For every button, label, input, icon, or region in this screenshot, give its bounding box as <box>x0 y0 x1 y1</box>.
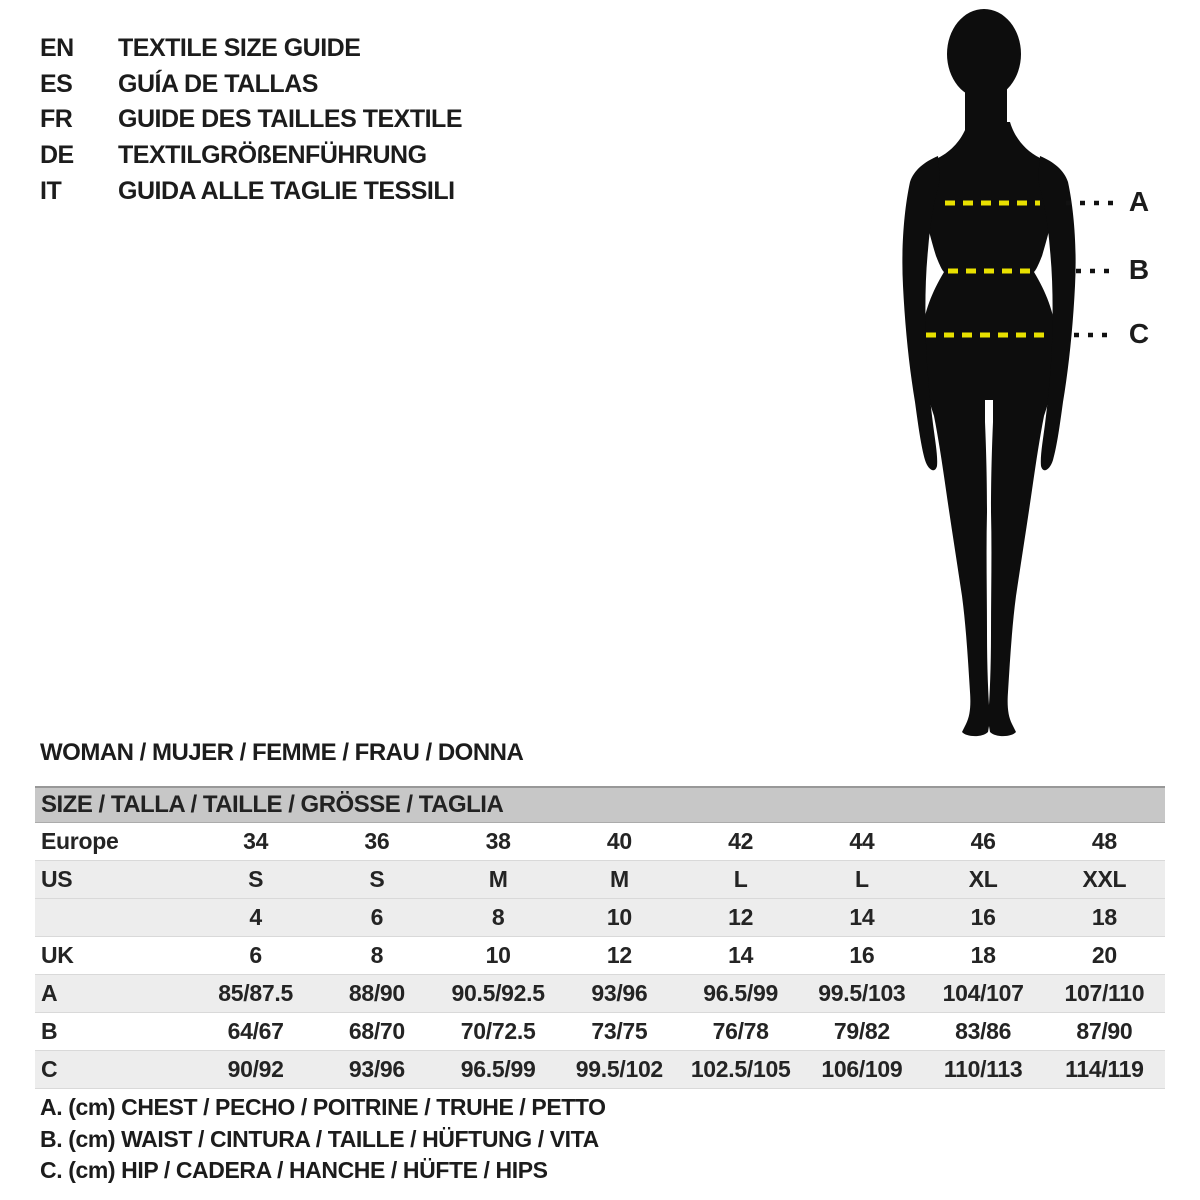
language-guide-title: GUÍA DE TALLAS <box>118 69 318 98</box>
size-cell: 48 <box>1044 823 1165 861</box>
size-cell: 85/87.5 <box>195 975 316 1013</box>
size-cell: 87/90 <box>1044 1013 1165 1051</box>
table-row <box>35 899 1165 937</box>
size-cell: M <box>559 861 680 899</box>
size-cell: 6 <box>195 937 316 975</box>
size-cell: 106/109 <box>801 1051 922 1089</box>
row-label: C <box>35 1051 195 1089</box>
size-cell: 8 <box>438 899 559 937</box>
list-item <box>40 31 462 67</box>
size-cell: 18 <box>923 937 1044 975</box>
language-code: FR <box>40 105 73 134</box>
language-guide-title: TEXTILE SIZE GUIDE <box>118 34 361 63</box>
size-cell: 14 <box>680 937 801 975</box>
size-cell: S <box>195 861 316 899</box>
legend-line-waist: B. (cm) WAIST / CINTURA / TAILLE / HÜFTUNG / VITA <box>40 1125 599 1152</box>
size-cell: 12 <box>559 937 680 975</box>
size-cell: 96.5/99 <box>438 1051 559 1089</box>
silhouette-neck <box>965 68 1007 130</box>
size-cell: L <box>801 861 922 899</box>
legend-line-hip: C. (cm) HIP / CADERA / HANCHE / HÜFTE / HIPS <box>40 1157 548 1184</box>
woman-silhouette-svg <box>880 4 1140 740</box>
list-item <box>40 67 462 103</box>
size-cell: 10 <box>559 899 680 937</box>
legend-line-chest: A. (cm) CHEST / PECHO / POITRINE / TRUHE / PETTO <box>40 1094 606 1121</box>
measure-label-c: C <box>1128 318 1150 349</box>
language-guide-title: GUIDA ALLE TAGLIE TESSILI <box>118 176 455 205</box>
size-cell: 40 <box>559 823 680 861</box>
size-cell: 10 <box>438 937 559 975</box>
language-guide-list <box>40 31 462 209</box>
row-label: Europe <box>35 823 195 861</box>
size-cell: 42 <box>680 823 801 861</box>
size-cell: S <box>316 861 437 899</box>
measure-label-a: A <box>1128 186 1150 217</box>
table-header-row <box>35 787 1165 823</box>
size-cell: 12 <box>680 899 801 937</box>
size-cell: 16 <box>923 899 1044 937</box>
size-cell: 93/96 <box>559 975 680 1013</box>
table-row <box>35 1051 1165 1089</box>
size-cell: 64/67 <box>195 1013 316 1051</box>
language-guide-title: TEXTILGRÖßENFÜHRUNG <box>118 141 427 170</box>
size-cell: 46 <box>923 823 1044 861</box>
size-cell: 93/96 <box>316 1051 437 1089</box>
table-row <box>35 975 1165 1013</box>
measurement-figure <box>880 4 1140 740</box>
size-cell: 76/78 <box>680 1013 801 1051</box>
language-code: EN <box>40 34 74 63</box>
size-cell: L <box>680 861 801 899</box>
list-item <box>40 138 462 174</box>
row-label: US <box>35 861 195 899</box>
section-title: WOMAN / MUJER / FEMME / FRAU / DONNA <box>40 739 524 766</box>
size-cell: 83/86 <box>923 1013 1044 1051</box>
language-code: DE <box>40 141 74 170</box>
size-cell: 99.5/103 <box>801 975 922 1013</box>
size-cell: 79/82 <box>801 1013 922 1051</box>
silhouette-body <box>918 122 1060 736</box>
size-table-body <box>35 823 1165 1089</box>
size-cell: 14 <box>801 899 922 937</box>
measurement-legend <box>40 1092 606 1187</box>
size-cell: 102.5/105 <box>680 1051 801 1089</box>
size-cell: 20 <box>1044 937 1165 975</box>
row-label: UK <box>35 937 195 975</box>
size-cell: 99.5/102 <box>559 1051 680 1089</box>
table-row <box>35 1013 1165 1051</box>
size-cell: 8 <box>316 937 437 975</box>
language-guide-title: GUIDE DES TAILLES TEXTILE <box>118 105 463 134</box>
size-cell: 68/70 <box>316 1013 437 1051</box>
size-cell: 6 <box>316 899 437 937</box>
table-row <box>35 861 1165 899</box>
size-cell: XL <box>923 861 1044 899</box>
size-cell: 104/107 <box>923 975 1044 1013</box>
size-table-header <box>35 787 1165 823</box>
row-label: A <box>35 975 195 1013</box>
size-cell: 110/113 <box>923 1051 1044 1089</box>
size-cell: 36 <box>316 823 437 861</box>
size-table <box>35 786 1165 1089</box>
table-row <box>35 823 1165 861</box>
size-cell: 70/72.5 <box>438 1013 559 1051</box>
size-cell: 73/75 <box>559 1013 680 1051</box>
row-label <box>35 899 195 937</box>
size-cell: 38 <box>438 823 559 861</box>
size-cell: 107/110 <box>1044 975 1165 1013</box>
size-cell: 90.5/92.5 <box>438 975 559 1013</box>
size-cell: 16 <box>801 937 922 975</box>
size-cell: XXL <box>1044 861 1165 899</box>
size-cell: 96.5/99 <box>680 975 801 1013</box>
size-cell: 88/90 <box>316 975 437 1013</box>
size-cell: 18 <box>1044 899 1165 937</box>
list-item <box>40 102 462 138</box>
table-row <box>35 937 1165 975</box>
language-code: IT <box>40 176 62 205</box>
size-cell: 114/119 <box>1044 1051 1165 1089</box>
list-item <box>40 173 462 209</box>
size-cell: M <box>438 861 559 899</box>
language-code: ES <box>40 69 73 98</box>
size-cell: 44 <box>801 823 922 861</box>
row-label: B <box>35 1013 195 1051</box>
size-cell: 34 <box>195 823 316 861</box>
size-cell: 4 <box>195 899 316 937</box>
size-cell: 90/92 <box>195 1051 316 1089</box>
measure-label-b: B <box>1128 254 1150 285</box>
size-table-header-label: SIZE / TALLA / TAILLE / GRÖSSE / TAGLIA <box>35 787 1165 823</box>
